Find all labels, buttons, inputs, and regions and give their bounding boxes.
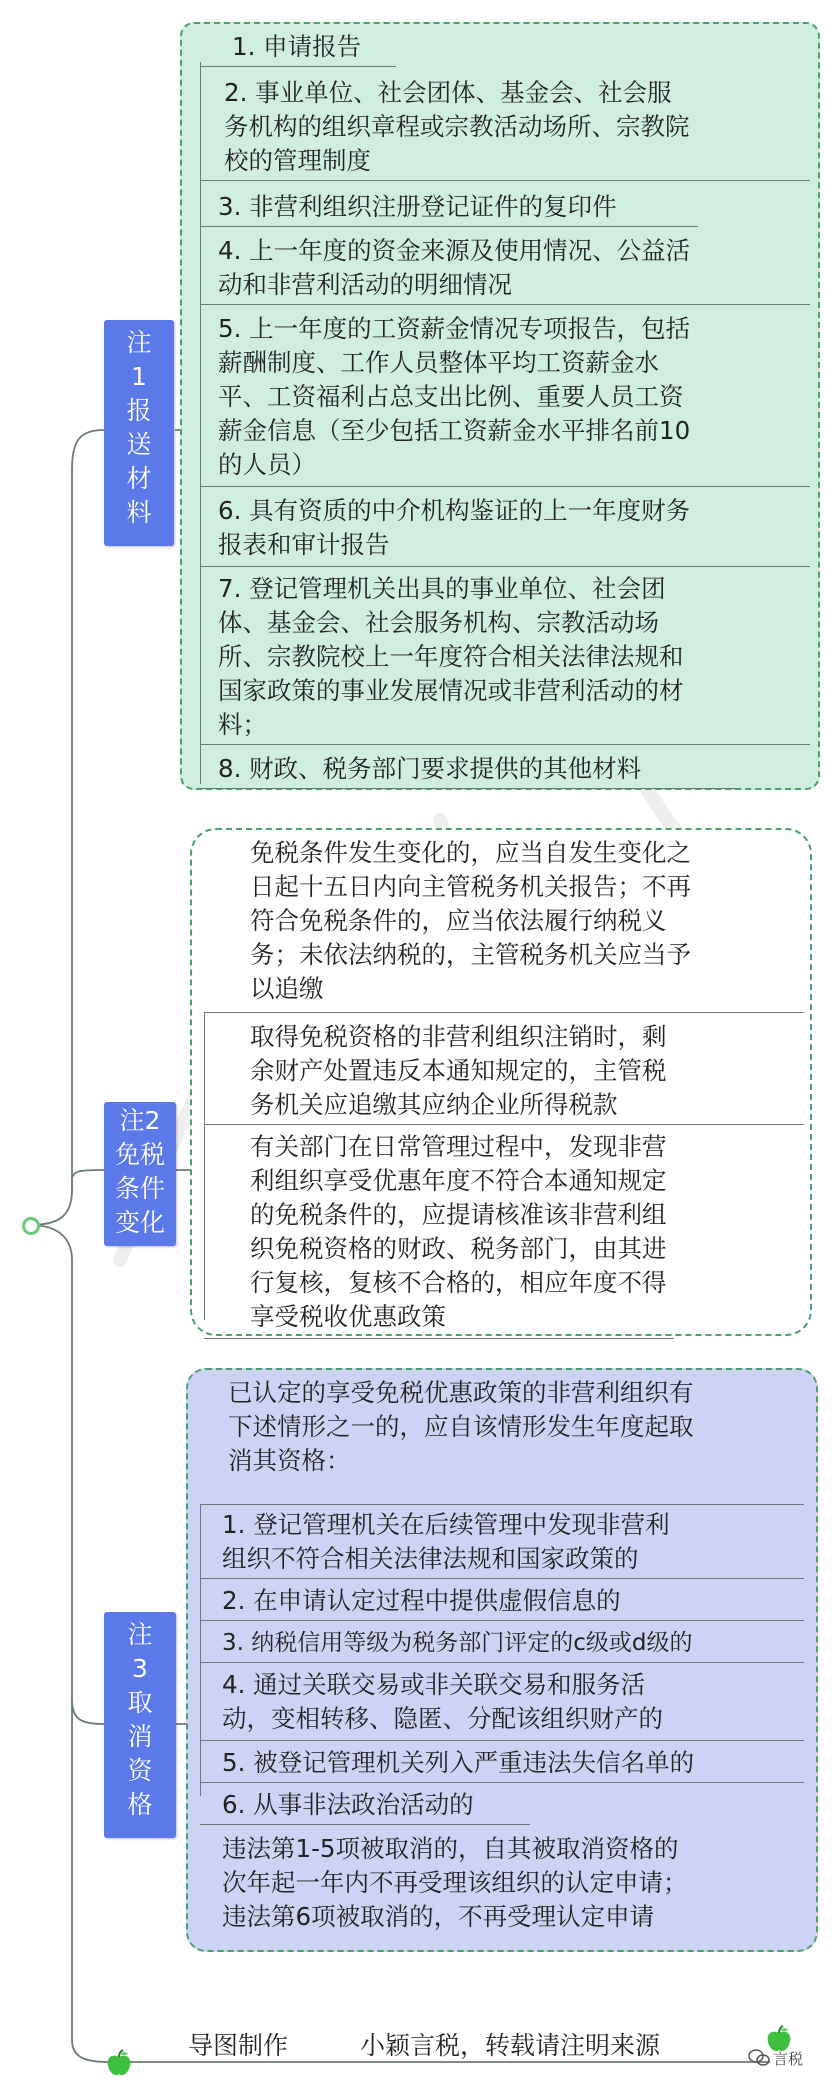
list-item[interactable]: 8. 财政、税务部门要求提供的其他材料: [218, 754, 642, 783]
divider: [200, 1578, 804, 1579]
divider: [200, 788, 740, 789]
divider: [200, 226, 698, 227]
list-item[interactable]: 6. 从事非法政治活动的: [222, 1790, 474, 1819]
tag-char: 变化: [114, 1208, 165, 1237]
divider: [200, 1504, 804, 1505]
list-item[interactable]: 有关部门在日常管理过程中，发现非营 利组织享受优惠年度不符合本通知规定 的免税条件的，应提请核准该非营利组 织免税资格的财政、税务部门，由其进 行复核，复核不合格的，相应年度不得 享受税收优惠政策: [250, 1132, 667, 1331]
tag-note1[interactable]: [104, 320, 174, 546]
list-item[interactable]: 3. 非营利组织注册登记证件的复印件: [218, 192, 617, 221]
branch1-spine: [200, 62, 201, 784]
tag-char: 注: [126, 328, 152, 357]
divider: [204, 1012, 804, 1013]
divider: [200, 1662, 804, 1663]
list-item[interactable]: 2. 事业单位、社会团体、基金会、社会服 务机构的组织章程或宗教活动场所、宗教院 校的管理制度: [224, 78, 690, 175]
branch3-spine: [200, 1504, 201, 1796]
tag-char: 3: [132, 1654, 148, 1683]
divider: [200, 744, 810, 745]
divider: [200, 486, 810, 487]
wechat-icon: [748, 2049, 770, 2067]
tag-note2[interactable]: [104, 1102, 176, 1246]
divider: [200, 1740, 804, 1741]
tag-note3[interactable]: [104, 1612, 176, 1838]
outro-text: 违法第1-5项被取消的，自其被取消资格的 次年起一年内不再受理该组织的认定申请； 违法第6项被取消的，不再受理认定申请: [222, 1834, 688, 1931]
list-item[interactable]: 6. 具有资质的中介机构鉴证的上一年度财务 报表和审计报告: [218, 496, 691, 559]
footer-made-by: 导图制作: [188, 2031, 289, 2060]
tag-char: 消: [127, 1722, 153, 1751]
divider: [200, 304, 810, 305]
tag-char: 送: [126, 430, 152, 459]
divider: [200, 566, 810, 567]
tag-char: 注2: [119, 1106, 161, 1135]
divider: [204, 1338, 674, 1339]
list-item[interactable]: 免税条件发生变化的，应当自发生变化之 日起十五日内向主管税务机关报告；不再 符合免税条件的，应当依法履行纳税义 务；未依法纳税的，主管税务机关应当予 以追缴: [250, 838, 691, 1003]
tag-char: 报: [126, 396, 152, 425]
divider: [200, 66, 396, 67]
divider: [200, 180, 810, 181]
list-item[interactable]: 1. 申请报告: [232, 32, 362, 61]
footer-credit: 小颖言税，转载请注明来源: [360, 2031, 661, 2060]
divider: [200, 1782, 804, 1783]
tag-char: 料: [126, 498, 152, 527]
root-node[interactable]: [22, 1217, 40, 1235]
divider: [200, 1620, 804, 1621]
list-item[interactable]: 5. 被登记管理机关列入严重违法失信名单的: [222, 1748, 695, 1777]
list-item[interactable]: 7. 登记管理机关出具的事业单位、社会团 体、基金会、社会服务机构、宗教活动场 所、宗教院校上一年度符合相关法律法规和 国家政策的事业发展情况或非营利活动的材 料；: [218, 574, 684, 739]
apple-icon: [104, 2048, 134, 2078]
list-item[interactable]: 4. 通过关联交易或非关联交易和服务活 动，变相转移、隐匿、分配该组织财产的: [222, 1670, 663, 1733]
list-item[interactable]: 2. 在申请认定过程中提供虚假信息的: [222, 1586, 621, 1615]
tag-char: 注: [127, 1620, 153, 1649]
tag-char: 资: [127, 1756, 153, 1785]
tag-char: 格: [127, 1790, 153, 1819]
list-item[interactable]: 1. 登记管理机关在后续管理中发现非营利 组织不符合相关法律法规和国家政策的: [222, 1510, 670, 1573]
tag-char: 免税: [114, 1140, 165, 1169]
logo-text: 言税: [773, 2049, 804, 2068]
tag-char: 材: [126, 464, 152, 493]
list-item[interactable]: 5. 上一年度的工资薪金情况专项报告，包括 薪酬制度、工作人员整体平均工资薪金水 平、工资福利占总支出比例、重要人员工资 薪金信息（至少包括工资薪金水平排名前10 的人员）: [218, 314, 691, 479]
intro-text: 已认定的享受免税优惠政策的非营利组织有 下述情形之一的，应自该情形发生年度起取 消其资格：: [228, 1378, 694, 1475]
branch2-spine: [204, 1012, 205, 1320]
tag-char: 1: [131, 362, 147, 391]
list-item[interactable]: 取得免税资格的非营利组织注销时，剩 余财产处置违反本通知规定的，主管税 务机关应追缴其应纳企业所得税款: [250, 1022, 667, 1119]
list-item[interactable]: 4. 上一年度的资金来源及使用情况、公益活 动和非营利活动的明细情况: [218, 236, 691, 299]
list-item[interactable]: 3. 纳税信用等级为税务部门评定的c级或d级的: [222, 1630, 693, 1656]
divider: [200, 1824, 530, 1825]
tag-char: 条件: [114, 1174, 165, 1203]
source-logo: [748, 2044, 824, 2072]
tag-char: 取: [127, 1688, 153, 1717]
divider: [204, 1124, 804, 1125]
